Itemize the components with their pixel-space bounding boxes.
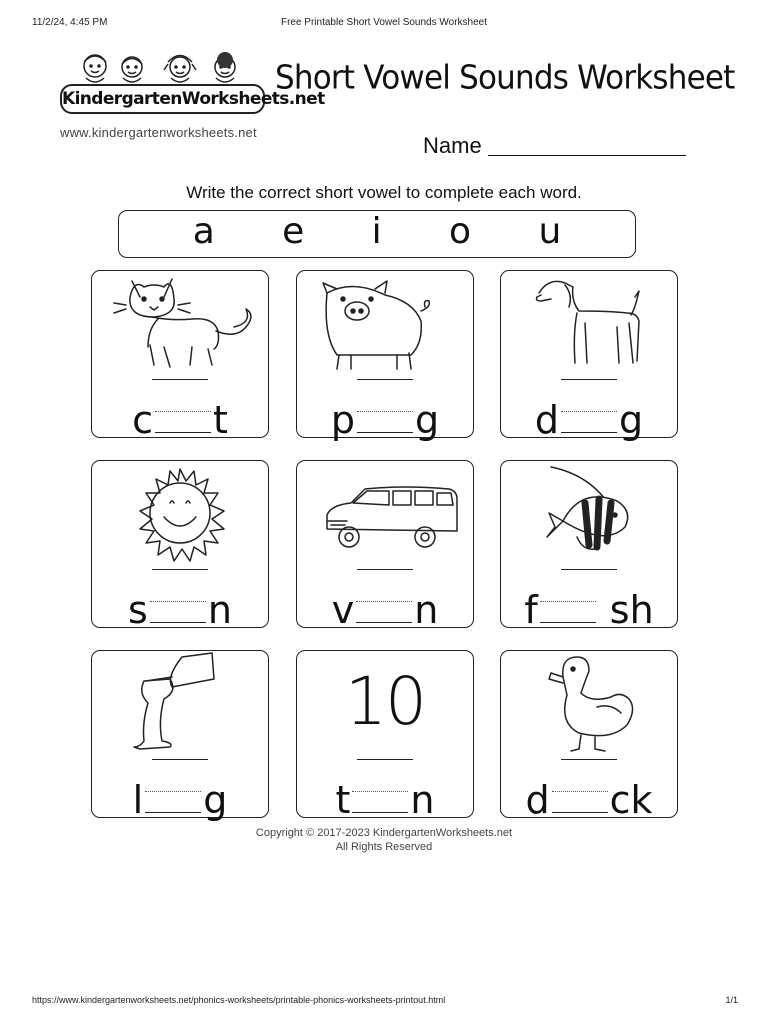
site-logo[interactable] [60, 50, 325, 120]
word-card-sun [91, 460, 269, 632]
print-page-title: Free Printable Short Vowel Sounds Worksheet [280, 17, 488, 28]
vowel-i: i [371, 211, 382, 252]
word-v-n: v n [331, 588, 439, 632]
word-t-n: t n [335, 778, 435, 822]
vowel-blank[interactable] [352, 785, 408, 815]
answer-line [152, 759, 208, 760]
answer-line [152, 379, 208, 380]
name-line [488, 155, 686, 156]
word-l-g: l g [132, 778, 228, 822]
word-d-g: d g [534, 398, 644, 442]
word-card-leg [91, 650, 269, 822]
vowel-o: o [449, 211, 472, 252]
vowel-blank[interactable] [540, 595, 596, 625]
word-card-pig [296, 270, 474, 442]
duck-icon [501, 651, 679, 761]
instruction-text: Write the correct short vowel to complete each word. [186, 183, 582, 202]
answer-line [561, 569, 617, 570]
van-icon [297, 461, 475, 571]
fish-icon [501, 461, 679, 571]
worksheet-title: Short Vowel Sounds Worksheet [275, 59, 735, 97]
answer-line [561, 379, 617, 380]
vowel-blank[interactable] [561, 405, 617, 435]
word-card-dog [500, 270, 678, 442]
vowel-blank[interactable] [552, 785, 608, 815]
answer-line [561, 759, 617, 760]
answer-line [357, 379, 413, 380]
vowel-blank[interactable] [145, 785, 201, 815]
copyright-line: Copyright © 2017-2023 KindergartenWorksheets.net [255, 827, 513, 839]
sun-icon [92, 461, 270, 571]
name-label: Name [423, 133, 482, 158]
vowel-e: e [282, 211, 305, 252]
vowel-blank[interactable] [356, 595, 412, 625]
copyright [0, 826, 768, 854]
site-url[interactable]: www.kindergartenworksheets.net [60, 125, 257, 140]
answer-line [152, 569, 208, 570]
vowel-bank [118, 210, 636, 258]
print-url: https://www.kindergartenworksheets.net/phonics-worksheets/printable-phonics-worksheets-printout.html [32, 995, 446, 1005]
rights-line: All Rights Reserved [335, 841, 433, 853]
word-f-sh: f sh [524, 588, 654, 632]
logo-text: KindergartenWorksheets.net [60, 84, 265, 114]
word-card-cat [91, 270, 269, 442]
word-card-duck [500, 650, 678, 822]
word-d-ck: d ck [525, 778, 653, 822]
print-date: 11/2/24, 4:45 PM [32, 17, 108, 28]
vowel-blank[interactable] [357, 405, 413, 435]
print-page-number: 1/1 [725, 995, 738, 1005]
word-card-ten [296, 650, 474, 822]
word-card-fish [500, 460, 678, 632]
answer-line [357, 569, 413, 570]
word-card-van [296, 460, 474, 632]
answer-line [357, 759, 413, 760]
vowel-u: u [538, 211, 562, 252]
vowel-blank[interactable] [155, 405, 211, 435]
leg-icon [92, 651, 270, 761]
word-p-g: p g [330, 398, 440, 442]
cat-icon [92, 271, 270, 381]
ten-numeral: 10 [345, 663, 425, 740]
pig-icon [297, 271, 475, 381]
vowel-blank[interactable] [150, 595, 206, 625]
dog-icon [501, 271, 679, 381]
word-s-n: s n [128, 588, 232, 632]
word-c-t: c t [132, 398, 228, 442]
vowel-a: a [192, 211, 215, 252]
